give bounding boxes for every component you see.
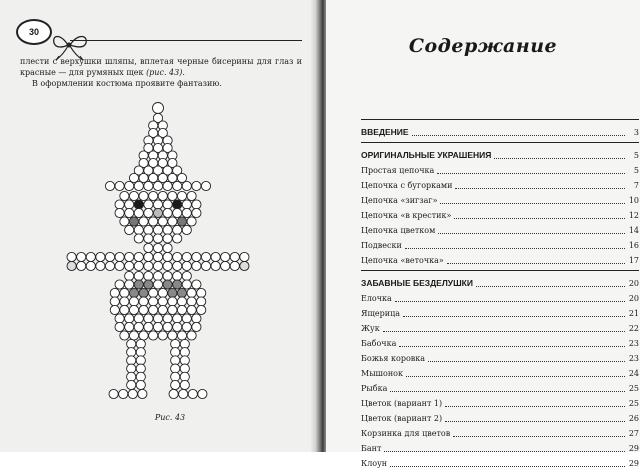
bead (96, 261, 105, 270)
toc-entry-page: 5 (633, 151, 639, 160)
bead (192, 208, 201, 217)
bead (144, 208, 153, 217)
toc-entry-label: Цепочка «в крестик» (361, 211, 452, 220)
toc-entry-page: 7 (633, 181, 639, 190)
bead (173, 314, 182, 323)
bead (163, 200, 172, 209)
toc-entry-label: Корзинка для цветов (361, 429, 451, 438)
bead (86, 261, 95, 270)
toc-entry-row (361, 163, 639, 178)
bead (115, 280, 124, 289)
bead (105, 181, 114, 190)
toc-entry-label: Мышонок (361, 369, 403, 378)
bead (192, 314, 201, 323)
bead (153, 243, 162, 252)
bead (230, 252, 239, 261)
toc-dot-leader (428, 361, 625, 362)
bead (110, 305, 119, 314)
bead (158, 288, 167, 297)
bead (180, 380, 189, 389)
bead (163, 208, 172, 217)
bead (110, 297, 119, 306)
bead (173, 271, 182, 280)
bead (119, 389, 128, 398)
bead (163, 225, 172, 234)
bead (163, 252, 172, 261)
bead (138, 389, 147, 398)
toc-dot-leader (390, 391, 625, 392)
bead (182, 200, 191, 209)
bead (163, 271, 172, 280)
toc-entry-row (361, 291, 639, 306)
toc-dot-leader (494, 158, 625, 159)
bead (153, 261, 162, 270)
toc-dot-leader (412, 135, 625, 136)
bead (168, 305, 177, 314)
bead (139, 297, 148, 306)
bead (153, 322, 162, 331)
toc-dot-leader (476, 286, 625, 287)
toc-dot-leader (403, 316, 625, 317)
bead (240, 261, 249, 270)
paragraph-2: В оформлении костюма проявите фантазию. (32, 79, 222, 88)
bead (177, 305, 186, 314)
bead (129, 288, 138, 297)
bead (221, 252, 230, 261)
bead (168, 191, 177, 200)
header-rule (70, 40, 302, 41)
toc-entry-label: Подвески (361, 241, 402, 250)
bead (187, 217, 196, 226)
bead (115, 200, 124, 209)
toc-entry-page: 23 (628, 339, 639, 348)
toc-dot-leader (455, 188, 625, 189)
bead (163, 261, 172, 270)
bead (187, 191, 196, 200)
toc-section-row (361, 123, 639, 140)
text-line-1-end: . (182, 68, 185, 77)
bead (139, 331, 148, 340)
bead (158, 297, 167, 306)
bead (177, 297, 186, 306)
toc-section-row (361, 146, 639, 163)
bead (173, 280, 182, 289)
bead (158, 191, 167, 200)
bead (240, 252, 249, 261)
toc-entry-page: 16 (628, 241, 639, 250)
bead (153, 280, 162, 289)
bead (144, 200, 153, 209)
toc-entry-row (361, 193, 639, 208)
bead (173, 225, 182, 234)
toc-dot-leader (445, 406, 625, 407)
bead (192, 200, 201, 209)
bead (125, 225, 134, 234)
bead (67, 261, 76, 270)
toc-entry-label: Цепочка «зигзаг» (361, 196, 438, 205)
bead (120, 191, 129, 200)
bead (153, 234, 162, 243)
bead (163, 234, 172, 243)
toc-entry-label: Цветок (вариант 1) (361, 399, 443, 408)
bead (168, 297, 177, 306)
bead (86, 252, 95, 261)
bead (139, 305, 148, 314)
toc-entry-label: Цепочка цветком (361, 226, 436, 235)
clown-bead-diagram (58, 100, 258, 420)
toc-dot-leader (440, 203, 625, 204)
toc-entry-page: 23 (628, 354, 639, 363)
bead (201, 181, 210, 190)
bead (144, 280, 153, 289)
bead (149, 331, 158, 340)
figure-caption: Рис. 43 (154, 413, 186, 422)
bead (158, 331, 167, 340)
bead (115, 252, 124, 261)
bead (153, 314, 162, 323)
toc-rule (361, 142, 639, 143)
toc-entry-row (361, 178, 639, 193)
toc-dot-leader (383, 331, 625, 332)
bead (153, 208, 162, 217)
bead (153, 271, 162, 280)
bead (168, 217, 177, 226)
toc-entry-label: Цепочка «веточка» (361, 256, 444, 265)
bead (139, 217, 148, 226)
bead (144, 234, 153, 243)
toc-entry-page: 24 (628, 369, 639, 378)
bead (128, 389, 137, 398)
bead (197, 297, 206, 306)
bead (201, 252, 210, 261)
toc-entry-label: Цветок (вариант 2) (361, 414, 443, 423)
toc-entry-page: 27 (628, 429, 639, 438)
toc-entry-page: 29 (628, 459, 639, 468)
bead (109, 389, 118, 398)
bead (125, 280, 134, 289)
toc-rule (361, 119, 639, 120)
bead (173, 181, 182, 190)
bead (177, 331, 186, 340)
bead (149, 288, 158, 297)
figure-reference: (рис. 43) (146, 68, 183, 77)
bead (139, 288, 148, 297)
toc-entry-row (361, 411, 639, 426)
bead (77, 261, 86, 270)
toc-entry-page: 14 (628, 226, 639, 235)
bead (179, 389, 188, 398)
bead (125, 208, 134, 217)
paragraph-1 (20, 56, 302, 78)
bead (153, 252, 162, 261)
toc-entry-label: Жук (361, 324, 380, 333)
bead (187, 297, 196, 306)
bead (125, 252, 134, 261)
bead (168, 288, 177, 297)
bead (144, 322, 153, 331)
bead (221, 261, 230, 270)
bead (192, 181, 201, 190)
bead (96, 252, 105, 261)
toc-dot-leader (395, 301, 625, 302)
bead (144, 252, 153, 261)
toc-entry-row (361, 381, 639, 396)
toc-entry-label: Ящерица (361, 309, 400, 318)
toc-dot-leader (399, 346, 625, 347)
bead (182, 322, 191, 331)
toc-entry-label: Бабочка (361, 339, 397, 348)
bead (211, 252, 220, 261)
bead (134, 280, 143, 289)
toc-entry-row (361, 321, 639, 336)
bead (182, 181, 191, 190)
bead (192, 280, 201, 289)
bead (182, 261, 191, 270)
toc-entry-label: Бант (361, 444, 382, 453)
bead (120, 331, 129, 340)
toc-entry-page: 20 (628, 294, 639, 303)
toc-dot-leader (438, 233, 625, 234)
toc-entry-row (361, 336, 639, 351)
bead (134, 200, 143, 209)
bead (187, 305, 196, 314)
toc-entry-page: 29 (628, 444, 639, 453)
bead (187, 288, 196, 297)
toc-entry-page: 22 (628, 324, 639, 333)
bead (134, 208, 143, 217)
toc-entry-label: Клоун (361, 459, 388, 468)
bead (211, 261, 220, 270)
toc-section-row (361, 274, 639, 291)
toc-entry-label: Рыбка (361, 384, 388, 393)
bead (182, 225, 191, 234)
bead (120, 217, 129, 226)
bead (187, 331, 196, 340)
bead (144, 181, 153, 190)
toc-entry-row (361, 426, 639, 441)
bead (144, 243, 153, 252)
bead (136, 380, 145, 389)
bead (168, 331, 177, 340)
toc-entry-page: 5 (633, 166, 639, 175)
toc-entry-row (361, 441, 639, 456)
bead (171, 380, 180, 389)
toc-entry-row (361, 396, 639, 411)
toc-entry-label: ЗАБАВНЫЕ БЕЗДЕЛУШКИ (361, 278, 473, 288)
toc-dot-leader (453, 436, 625, 437)
toc-entry-page: 25 (628, 384, 639, 393)
bead (173, 252, 182, 261)
bead (153, 225, 162, 234)
bead (134, 225, 143, 234)
bead (139, 191, 148, 200)
bead (149, 297, 158, 306)
bead (201, 261, 210, 270)
toc-entry-page: 21 (628, 309, 639, 318)
bead (173, 208, 182, 217)
toc-entry-page: 10 (628, 196, 639, 205)
toc-entry-page: 26 (628, 414, 639, 423)
bead (115, 322, 124, 331)
bead (144, 314, 153, 323)
toc-entry-label: Елочка (361, 294, 392, 303)
toc-dot-leader (437, 173, 625, 174)
bead (134, 234, 143, 243)
bead (192, 252, 201, 261)
bead (153, 181, 162, 190)
bead (163, 243, 172, 252)
bead (182, 271, 191, 280)
bead (149, 191, 158, 200)
bead (134, 181, 143, 190)
bead (158, 305, 167, 314)
toc-entry-row (361, 351, 639, 366)
bead (129, 331, 138, 340)
text-line-1: плести с верхушки шляпы, вплетая черные бисерины для глаз и красные — для румяных щек (20, 57, 302, 77)
toc-dot-leader (406, 376, 625, 377)
toc-entry-label: ВВЕДЕНИЕ (361, 127, 409, 137)
bead (77, 252, 86, 261)
bead (125, 314, 134, 323)
bead (134, 314, 143, 323)
page-number-badge (16, 19, 60, 43)
bead (158, 217, 167, 226)
toc-entry-row (361, 366, 639, 381)
bead (163, 181, 172, 190)
bead (129, 305, 138, 314)
toc-entry-page: 12 (628, 211, 639, 220)
bead (192, 261, 201, 270)
bead (134, 322, 143, 331)
bead (125, 200, 134, 209)
toc-entry-row (361, 238, 639, 253)
bead (149, 217, 158, 226)
toc-dot-leader (454, 218, 625, 219)
toc-rule (361, 270, 639, 271)
bead (120, 297, 129, 306)
bead (230, 261, 239, 270)
bead (134, 271, 143, 280)
bead (163, 280, 172, 289)
bead (177, 217, 186, 226)
left-page (0, 0, 318, 452)
bead (153, 200, 162, 209)
bead (125, 261, 134, 270)
bead (197, 288, 206, 297)
bead (197, 305, 206, 314)
bead (120, 305, 129, 314)
toc-entry-label: Божья коровка (361, 354, 426, 363)
bead (173, 261, 182, 270)
toc-entry-row (361, 253, 639, 268)
bead (163, 322, 172, 331)
table-of-contents (361, 117, 639, 471)
toc-entry-label: Цепочка с бугорками (361, 181, 453, 190)
bead (192, 322, 201, 331)
bead (110, 288, 119, 297)
toc-entry-row (361, 208, 639, 223)
bead (129, 191, 138, 200)
toc-entry-row (361, 456, 639, 471)
bead (153, 103, 164, 114)
bead (182, 314, 191, 323)
bead (149, 305, 158, 314)
bead (144, 225, 153, 234)
toc-entry-page: 20 (628, 279, 639, 288)
bead (177, 191, 186, 200)
bead (125, 322, 134, 331)
toc-dot-leader (405, 248, 625, 249)
bead (115, 261, 124, 270)
page-number: 30 (16, 19, 52, 45)
bead (134, 261, 143, 270)
bead (169, 389, 178, 398)
bead (105, 252, 114, 261)
toc-dot-leader (390, 466, 625, 467)
toc-entry-label: ОРИГИНАЛЬНЫЕ УКРАШЕНИЯ (361, 150, 492, 160)
toc-entry-row (361, 223, 639, 238)
bead (105, 261, 114, 270)
bead (115, 208, 124, 217)
bead (134, 252, 143, 261)
toc-entry-page: 3 (633, 128, 639, 137)
bead (144, 261, 153, 270)
bead (120, 288, 129, 297)
bead (173, 200, 182, 209)
bead (173, 234, 182, 243)
bead (129, 217, 138, 226)
toc-dot-leader (445, 421, 625, 422)
bead (163, 314, 172, 323)
bead (182, 252, 191, 261)
bead (182, 208, 191, 217)
bead (182, 280, 191, 289)
toc-entry-page: 17 (628, 256, 639, 265)
bead (125, 181, 134, 190)
bead (144, 271, 153, 280)
bead (188, 389, 197, 398)
bead (125, 271, 134, 280)
toc-entry-label: Простая цепочка (361, 166, 435, 175)
bead (173, 322, 182, 331)
bead (115, 314, 124, 323)
bead (127, 380, 136, 389)
body-text (20, 56, 302, 89)
toc-entry-row (361, 306, 639, 321)
bead (177, 288, 186, 297)
bead (67, 252, 76, 261)
toc-title: Содержание (408, 35, 558, 57)
bead (129, 297, 138, 306)
toc-entry-page: 25 (628, 399, 639, 408)
bead (115, 181, 124, 190)
toc-dot-leader (447, 263, 625, 264)
bead (198, 389, 207, 398)
